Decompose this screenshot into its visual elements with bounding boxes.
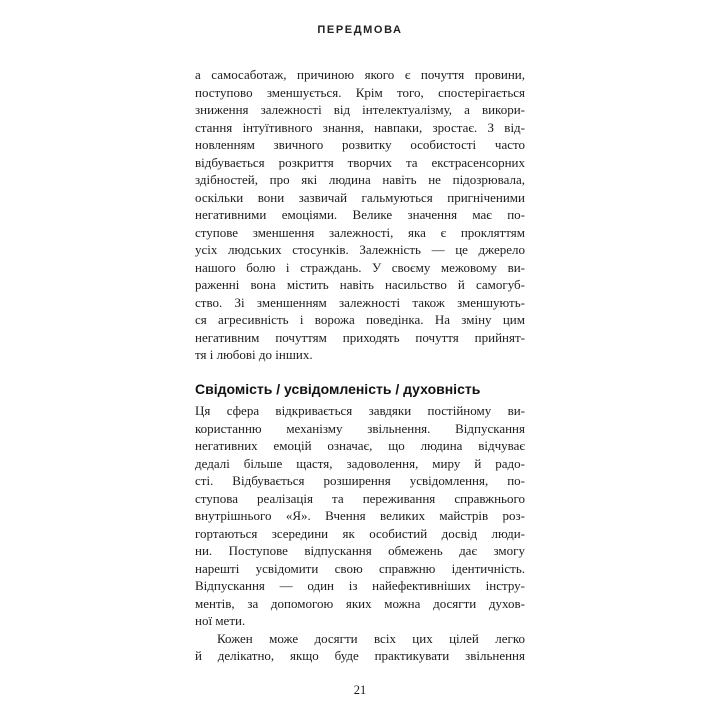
paragraph-continuation [195,66,525,364]
text-line: а самосаботаж, причиною якого є почуття провини, [195,67,525,82]
text-line: раженні вона містить навіть насильство й самогуб- [195,277,525,292]
text-line: стання інтуїтивного знання, навпаки, зростає. З від- [195,119,525,135]
text-line: внутрішнього «Я». Вчення великих майстрів роз- [195,508,525,523]
text-line: нарешті усвідомити свою справжню ідентичність. [195,560,525,576]
text-line: дедалі більше щастя, задоволення, миру й радо- [195,455,525,471]
text-line: нашого болю і страждань. У своєму межовому ви- [195,259,525,275]
text-line: ство. Зі зменшенням залежності також зменшують- [195,294,525,310]
text-line: оскільки вони зазвичай гальмуються пригніченими [195,189,525,205]
text-line: Кожен може досягти всіх цих цілей легко [217,630,525,646]
text-line: ни. Поступове відпускання обмежень дає змогу [195,543,525,558]
text-line: негативними емоціями. Велике значення має по- [195,207,525,222]
text-line: негативних емоцій означає, що людина відчуває [195,438,525,453]
text-line: негативним почуттям приходять почуття прийнят- [195,329,525,345]
paragraph-consciousness [195,402,525,630]
text-line: поступово зменшується. Крім того, спостерігається [195,84,525,100]
page-number: 21 [353,683,367,697]
text-line: усіх людських стосунків. Залежність — це джерело [195,242,525,257]
text-line: гортаються зсередини як особистий досвід люди- [195,525,525,541]
paragraph-closing [195,630,525,665]
text-column [195,66,525,665]
text-line: відбувається розкриття творчих та екстрасенсорних [195,154,525,170]
running-head-title: ПЕРЕДМОВА [317,24,403,36]
text-line: тя і любові до інших. [195,347,313,362]
text-line: сті. Відбувається розширення усвідомлення, по- [195,473,525,488]
section-heading: Свідомість / усвідомленість / духовність [195,380,481,397]
text-line: й делікатно, якщо буде практикувати звільнення [195,648,525,663]
text-line: ступове зменшення залежності, яка є прокляттям [195,224,525,240]
text-line: ної мети. [195,613,246,628]
text-line: ся агресивність і ворожа поведінка. На зміну цим [195,312,525,327]
text-line: Відпускання — один із найефективніших інстру- [195,578,525,593]
text-line: зниження залежності від інтелектуалізму, а викори- [195,102,525,117]
text-line: ментів, за допомогою яких можна досягти духов- [195,595,525,611]
text-line: здібностей, про які людина навіть не підозрювала, [195,172,525,187]
text-line: новленням звичного розвитку особистості часто [195,137,525,152]
text-line: ступова реалізація та переживання справжнього [195,490,525,506]
text-line: Ця сфера відкривається завдяки постійному ви- [195,403,525,418]
text-line: користанню механізму звільнення. Відпускання [195,420,525,436]
